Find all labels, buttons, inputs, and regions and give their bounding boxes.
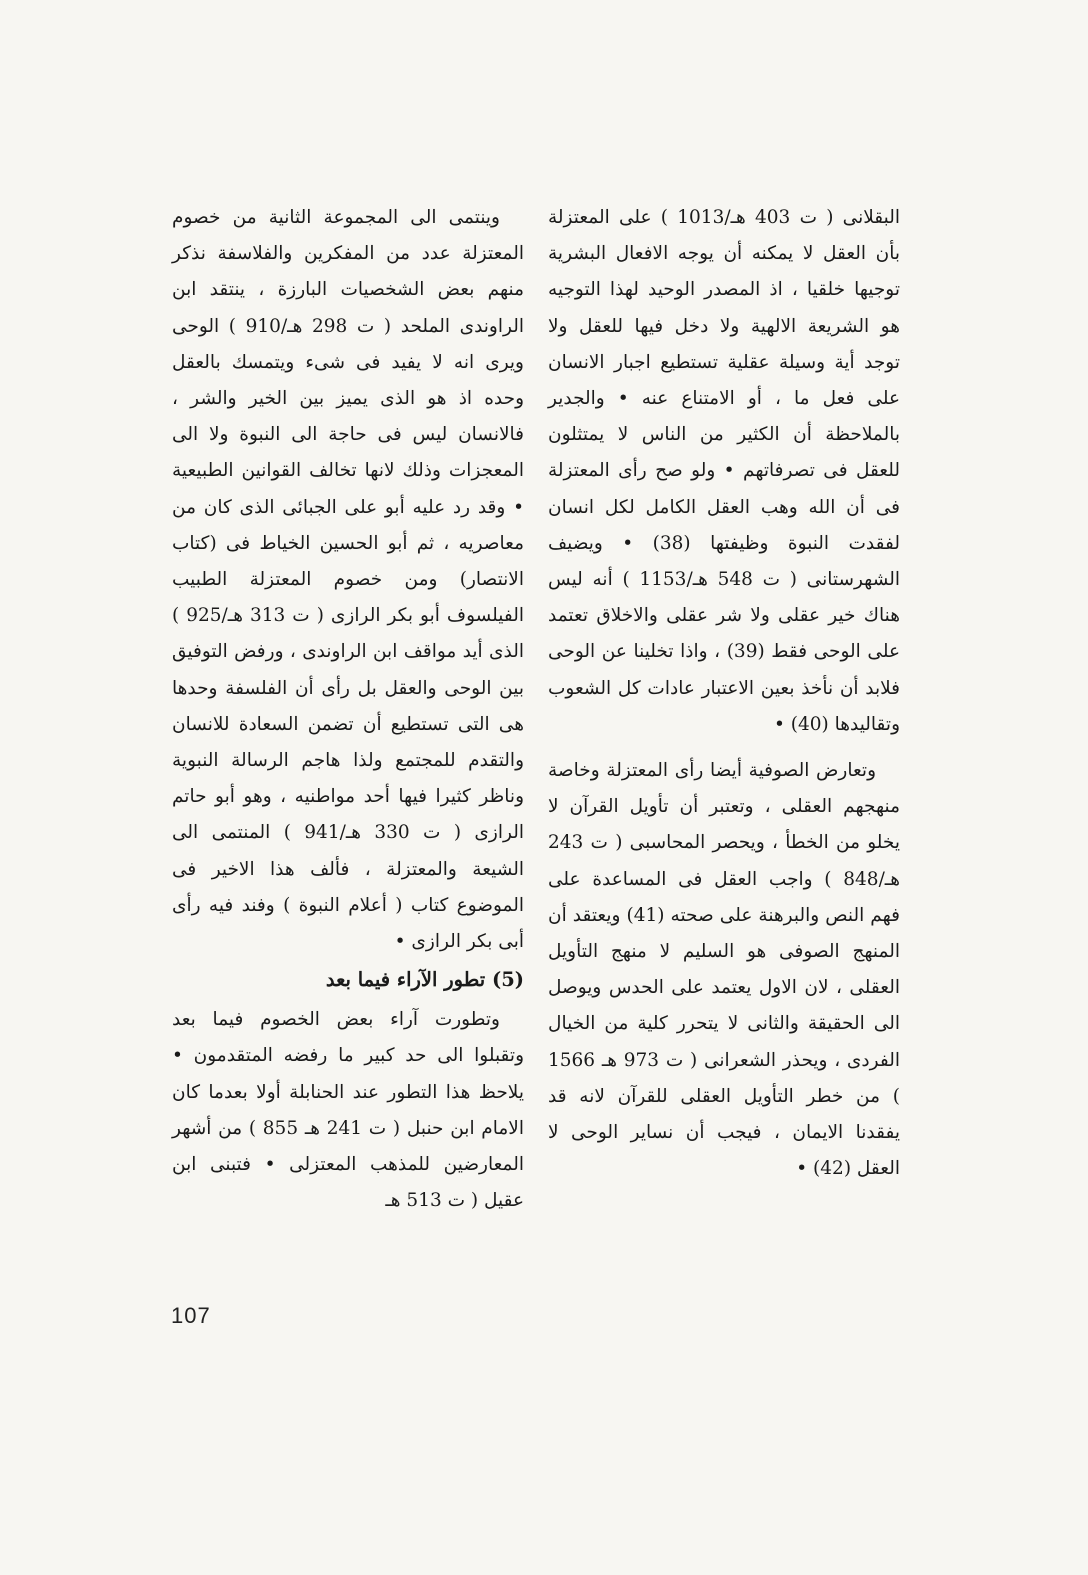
section-heading: (5) تطور الآراء فيما بعد: [325, 968, 524, 992]
right-text-column: [548, 200, 900, 1187]
left-paragraph-2: وتطورت آراء بعض الخصوم فيما بعد وتقبلوا الى حد كبير ما رفضه المتقدمون • يلاحظ هذا التطور عند الحنابلة أولا بعدما كان الامام ابن حنبل ( ت 241 هـ 855 ) من أشهر المعارضين للمذهب المعتزلى • فتبنى ابن عقيل ( ت 513 هـ: [172, 1009, 524, 1212]
page-number: 107: [171, 1303, 211, 1328]
right-paragraph-1: البقلانى ( ت 403 هـ/1013 ) على المعتزلة بأن العقل لا يمكنه أن يوجه الافعال البشرية توجيها خلقيا ، اذ المصدر الوحيد لهذا التوجيه هو الشريعة الالهية ولا دخل فيها للعقل ولا توجد أية وسيلة عقلية تستطيع اجبار الانسان على فعل ما ، أو الامتناع عنه • والجدير بالملاحظة أن الكثير من الناس لا يمتثلون للعقل فى تصرفاتهم • ولو صح رأى المعتزلة فى أن الله وهب العقل الكامل لكل انسان لفقدت النبوة وظيفتها (38) • ويضيف الشهرستانى ( ت 548 هـ/1153 ) أنه ليس هناك خير عقلى ولا شر عقلى والاخلاق تعتمد على الوحى فقط (39) ، واذا تخلينا عن الوحى فلابد أن نأخذ بعين الاعتبار عادات كل الشعوب وتقاليدها (40) •: [548, 207, 900, 735]
right-paragraph-2: وتعارض الصوفية أيضا رأى المعتزلة وخاصة منهجهم العقلى ، وتعتبر أن تأويل القرآن لا يخلو من الخطأ ، ويحصر المحاسبى ( ت 243 هـ/848 ) واجب العقل فى المساعدة على فهم النص والبرهنة على صحته (41) ويعتقد أن المنهج الصوفى هو السليم لا منهج التأويل العقلى ، لان الاول يعتمد على الحدس ويوصل الى الحقيقة والثانى لا يتحرر كلية من الخيال الفردى ، ويحذر الشعرانى ( ت 973 هـ 1566 ) من خطر التأويل العقلى للقرآن لانه قد يفقدنا الايمان ، فيجب أن نساير الوحى لا العقل (42) •: [548, 760, 900, 1180]
left-text-column: [172, 200, 524, 1219]
left-paragraph-1: وينتمى الى المجموعة الثانية من خصوم المعتزلة عدد من المفكرين والفلاسفة نذكر منهم بعض الشخصيات البارزة ، ينتقد ابن الراوندى الملحد ( ت 298 هـ/910 ) الوحى ويرى انه لا يفيد فى شىء ويتمسك بالعقل وحده اذ هو الذى يميز بين الخير والشر ، فالانسان ليس فى حاجة الى النبوة ولا الى المعجزات وذلك لانها تخالف القوانين الطبيعية • وقد رد عليه أبو على الجبائى الذى كان من معاصريه ، ثم أبو الحسين الخياط فى (كتاب الانتصار) ومن خصوم المعتزلة الطبيب الفيلسوف أبو بكر الرازى ( ت 313 هـ/925 ) الذى أيد مواقف ابن الراوندى ، ورفض التوفيق بين الوحى والعقل بل رأى أن الفلسفة وحدها هى التى تستطيع أن تضمن السعادة للانسان والتقدم للمجتمع ولذا هاجم الرسالة النبوية وناظر كثيرا فيها أحد مواطنيه ، وهو أبو حاتم الرازى ( ت 330 هـ/941 ) المنتمى الى الشيعة والمعتزلة ، فألف هذا الاخير فى الموضوع كتاب ( أعلام النبوة ) وفند فيه رأى أبى بكر الرازى •: [172, 207, 524, 953]
